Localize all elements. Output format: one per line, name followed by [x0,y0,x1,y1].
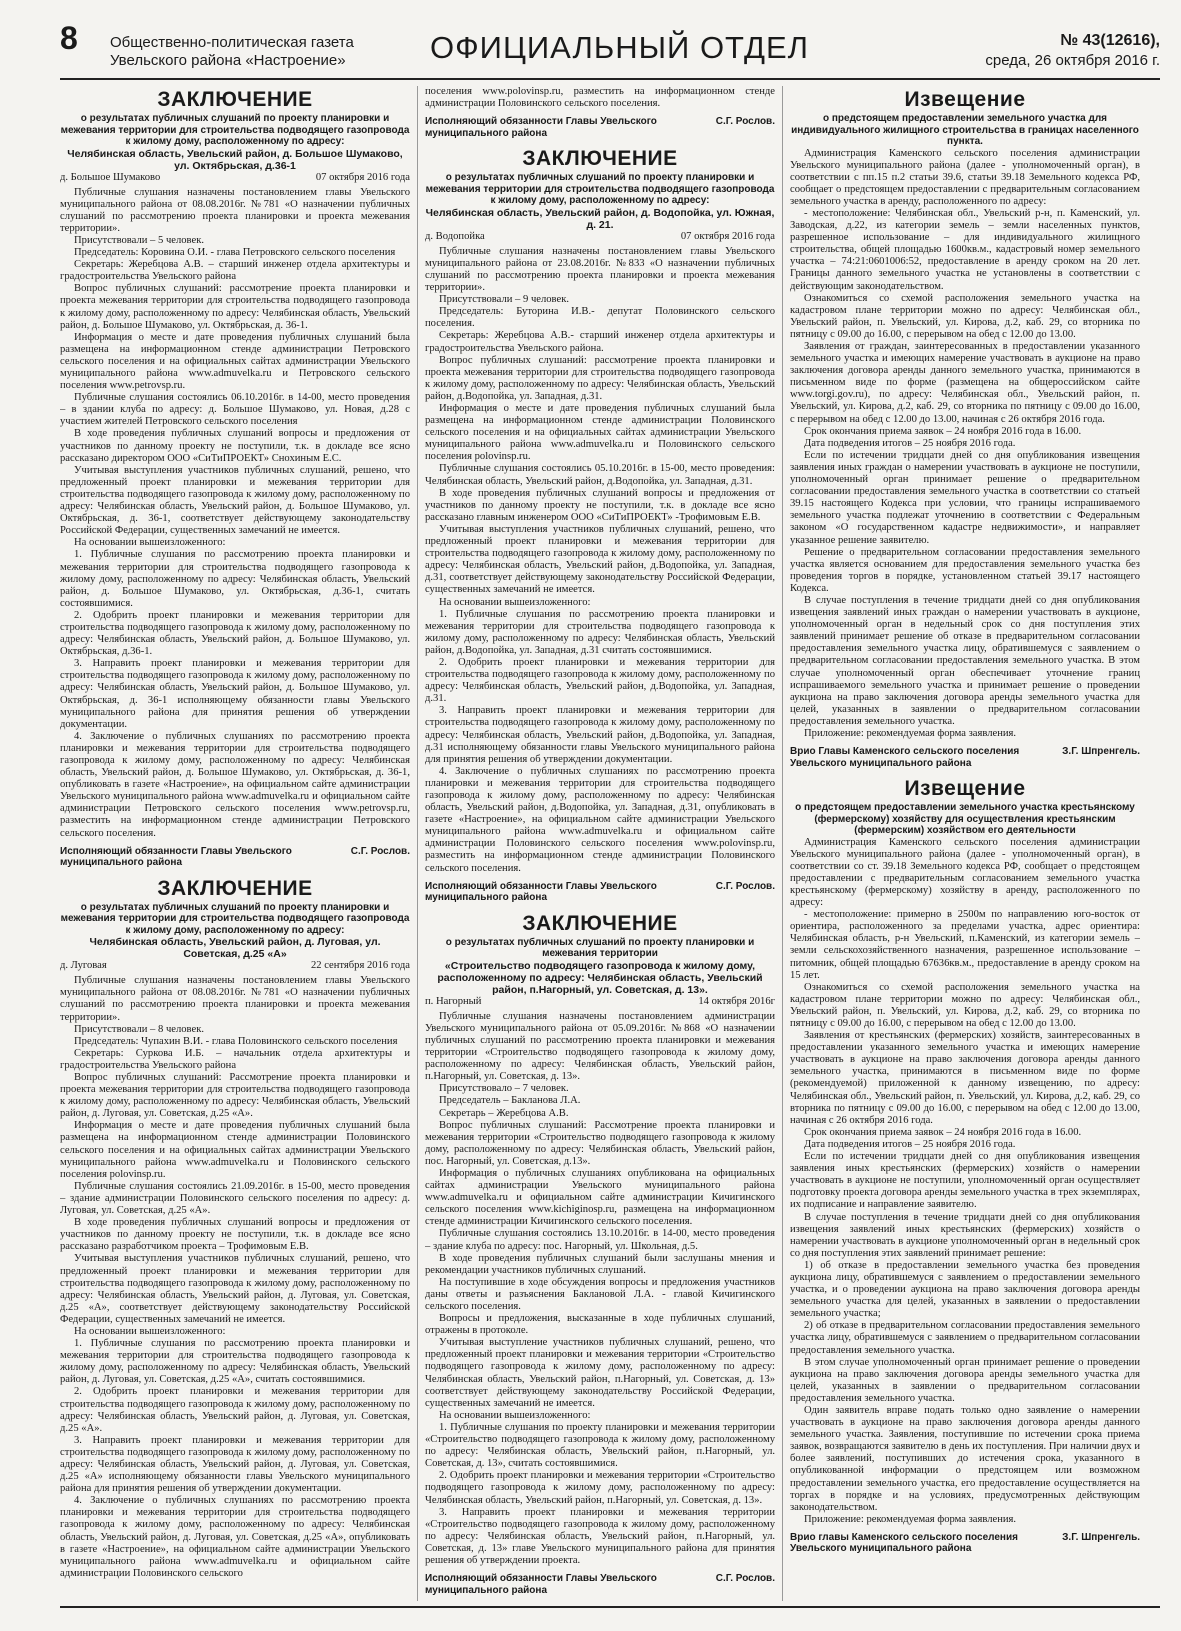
paragraph: Приложение: рекомендуемая форма заявления. [804,728,1017,739]
paragraph: Присутствовали – 8 человек. [74,1023,204,1035]
article-body [790,837,1140,1526]
article-date: 22 сентября 2016 года [310,960,410,972]
article-title: ЗАКЛЮЧЕНИЕ [522,147,678,171]
article-meta [425,231,775,243]
paragraph: Присутствовали – 5 человек. [74,234,204,246]
article-title: Извещение [904,777,1026,801]
signature-role: Врио Главы Каменского сельского поселения Увельского муниципального района [790,746,1020,769]
paragraph: На основании вышеизложенного: [74,1325,226,1337]
paragraph: Информация о месте и дате проведения публичных слушаний была размещена на информационном стенде администрации Половинского сельского поселения и на официальных сайтах администрации Увельского муниципального района www.admuvelka.ru и Половинского сельского поселения polovinsp.ru. [60,1120,410,1180]
column-divider [417,86,418,1601]
header-rule [60,78,1160,80]
article-body [425,246,775,875]
article-place: д. Луговая [60,960,107,972]
signature-role: Исполняющий обязанности Главы Увельского муниципального района [60,845,292,869]
paragraph: 4. Заключение о публичных слушаниях по рассмотрению проекта планировки и межевания территории для строительства подводящего газопровода к жилому дому, расположенному по адресу: Челябинская область, Увельский район, д.Водопойка, ул. Западная, д.31, опубликовать в газете «Настроение», на официальном сайте администрации Увельского муниципального района www.admuvelka.ru и официальном сайте администрации Половинского сельского поселения www.polovinsp.ru, разместить на информационном стенде администрации Половинского сельского поселения. [425,765,775,874]
signature-role: Исполняющий обязанности Главы Увельского муниципального района [425,880,657,904]
paragraph: Если по истечении тридцати дней со дня опубликования извещения заявления иных крестьянских (фермерских) хозяйств о намерении участвовать в аукционе не поступили, уполномоченный орган осуществляет подготовку проекта договора аренды земельного участка в трех экземплярах, их подписание и направление заявителю. [790,1151,1140,1211]
column-1 [60,86,410,1601]
article-title: ЗАКЛЮЧЕНИЕ [157,88,313,111]
article-subtitle: о предстоящем предоставлении земельного участка для индивидуального жилищного строительства в границах населенного пункта. [791,113,1139,147]
paragraph: Председатель: Буторина И.В.- депутат Половинского сельского поселения. [425,306,775,330]
paragraph: Секретарь: Суркова И.Б. – начальник отдела архитектуры и градостроительства Увельского района [60,1047,410,1071]
paragraph: поселения www.polovinsp.ru, разместить на информационном стенде администрации Половинского сельского поселения. [425,86,775,110]
article-subtitle: о результатах публичных слушаний по проекту планировки и межевания территории [445,936,755,960]
page-number: 8 [60,20,78,56]
article-date: 14 октября 2016г [698,995,775,1007]
paragraph: Публичные слушания состоялись 06.10.2016г. в 14-00, место проведения – в здании клуба по адресу: д. Большое Шумаково, ул. Новая, д.28 с участием жителей Петровского сельского поселения [60,392,410,428]
article-continuation [425,86,775,139]
signature-name: З.Г. Шпренгель. [1062,1531,1140,1543]
signature-name: С.Г. Рослов. [715,1573,775,1585]
paragraph: 2. Одобрить проект планировки и межевания территории для строительства подводящего газопровода к жилому дому, расположенному по адресу: Челябинская область, Увельский район, д.Водопойка, ул. Западная, д.31. [425,656,775,705]
article-location: Челябинская область, Увельский район, д. Водопойка, ул. Южная, д. 21. [425,206,775,231]
paragraph: Срок окончания приема заявок – 24 ноября 2016 года в 16.00. [804,1126,1082,1138]
signature-block [425,1573,775,1596]
paragraph: Вопрос публичных слушаний: рассмотрение проекта планировки и проекта межевания территории для строительства подводящего газопровода к жилому дому, расположенному по адресу: Челябинская область, Увельский район, д.Водопойка, ул. Западная, д.31. [425,354,775,402]
paragraph: 1. Публичные слушания по рассмотрению проекта планировки и межевания территории для строительства подводящего газопровода к жилому дому, расположенному по адресу: Челябинская область, Увельский район, д. Большое Шумаково, ул. Октябрьская, д.36-1, считать состоявшимися. [60,549,410,609]
article-title: ЗАКЛЮЧЕНИЕ [157,876,313,900]
paragraph: В ходе проведения публичных слушаний вопросы и предложения от участников по данному проекту не поступили, т.к. в докладе все ясно рассказано разработчиком проекта – Трофимовым Е.В. [60,1217,410,1253]
article-date: 07 октября 2016 года [315,171,410,183]
paragraph: 1. Публичные слушания по проекту планировки и межевания территории «Строительство подводящего газопровода к жилому дому, расположенному по адресу: Челябинская область, Увельский район, п.Нагорный, ул. Советская, д. 13», считать состоявшимися. [425,1421,775,1470]
paragraph: На основании вышеизложенного: [439,1409,591,1421]
signature-name: С.Г. Рослов. [715,880,775,892]
column-2 [425,86,775,1601]
page-header [60,20,1160,75]
paragraph: Публичные слушания назначены постановлением администрации Увельского муниципального района от 05.09.2016г. №868 «О назначении публичных слушаний по рассмотрению проекта планировки и межевания территории «Строительство подводящего газопровода к жилому дому, расположенному по адресу: Челябинская область, Увельский район, п.Нагорный, ул. Советская, д. 13». [425,1010,775,1083]
article-body [425,1011,775,1567]
paragraph: Учитывая выступления участников публичных слушаний, решено, что предложенный проект планировки и межевания территории для строительства подводящего газопровода к жилому дому, расположенному по адресу: Челябинская область, Увельский район, д. Большое Шумаково, ул. Октябрьская, д. 36-1, соответствует действующему законодательству Российской Федерации, существенных замечаний не имеется. [60,464,410,537]
issue-number: № 43(12616), [1060,32,1160,49]
article-notice-izhs [790,88,1140,769]
paragraph: В случае поступления в течение тридцати дней со дня опубликования извещения заявлений иных граждан о намерении участвовать в аукционе, уполномоченный орган в недельный срок со дня поступления этих заявлений принимает решение об отказе в предварительном согласовании предоставления земельного участка лицу, обратившемуся с заявлением о предварительном согласовании предоставления земельного участка. В этом случае уполномоченный орган обеспечивает уточнение границ испрашиваемого земельного участка и принимает решение о проведении аукциона на право заключения договора аренды земельного участка для целей, указанных в заявлении о предварительном согласовании предоставления земельного участка. [790,594,1140,727]
paragraph: 3. Направить проект планировки и межевания территории для строительства подводящего газопровода к жилому дому, расположенному по адресу: Челябинская область, Увельский район, д.Водопойка, ул. Западная, д.31 исполняющему обязанности главы Увельского муниципального района для принятия решения об утверждении документации. [425,705,775,765]
paragraph: 2. Одобрить проект планировки и межевания территории для строительства подводящего газопровода к жилому дому, расположенному по адресу: Челябинская область, Увельский район, д. Луговая, ул. Советская, д.25 «А». [60,1386,410,1434]
paragraph: 2. Одобрить проект планировки и межевания территории для строительства подводящего газопровода к жилому дому, расположенному по адресу: Челябинская область, Увельский район, д. Большое Шумаково, ул. Октябрьская, д.36-1. [60,609,410,658]
article-conclusion-vodopoyka [425,147,775,903]
signature-name: З.Г. Шпренгель. [1062,746,1140,758]
paragraph: 4. Заключение о публичных слушаниях по рассмотрению проекта планировки и межевания территории для строительства подводящего газопровода к жилому дому, расположенному по адресу: Челябинская область, Увельский район, д. Луговая, ул. Советская, д.25 «А», опубликовать в газете «Настроение», на официальном сайте администрации Увельского муниципального района www.admuvelka.ru и официальном сайте администрации Половинского сельского [60,1495,410,1579]
newspaper-name-line2: Увельского района «Настроение» [110,52,346,69]
paragraph: - местоположение: Челябинская обл., Увельский р-н, п. Каменский, ул. Заводская, д.22, из категории земель – земли населенных пунктов, разрешенное использование – для индивидуального жилищного строительства, общей площадью 1600кв.м., кадастровый номер земельного участка – 74:21:0601006:52, предоставление в аренду сроком на 20 лет. Границы данного земельного участка не установлены в соответствии с действующим законодательством. [790,207,1140,292]
paragraph: Вопросы и предложения, высказанные в ходе публичных слушаний, отражены в протоколе. [425,1313,775,1337]
article-meta [425,996,775,1008]
paragraph: Приложение: рекомендуемая форма заявления. [804,1513,1017,1525]
signature-block [425,116,775,139]
paragraph: Ознакомиться со схемой расположения земельного участка на кадастровом плане территории можно по адресу: Челябинская обл., Увельский район, п. Увельский, ул. Кирова, д.2, каб. 29, со вторника по пятницу с 09.00 до 16.00, с перерывом на обед с 12.00 до 13.00. [790,292,1140,340]
paragraph: Публичные слушания назначены постановлением главы Увельского муниципального района от 08.08.2016г. №781 «О назначении публичных слушаний по рассмотрению проекта планировки и проекта межевания территории». [60,975,410,1023]
paragraph: Вопрос публичных слушаний: рассмотрение проекта планировки и проекта межевания территории для строительства подводящего газопровода к жилому дому, расположенному по адресу: Челябинская область, Увельский район, д. Большое Шумаково, ул. Октябрьская, д. 36-1. [60,283,410,331]
signature-name: С.Г. Рослов. [350,845,410,857]
article-location: Челябинская область, Увельский район, д. Луговая, ул. Советская, д.25 «А» [89,936,381,961]
paragraph: Решение о предварительном согласовании предоставления земельного участка является основанием для предоставления земельного участка без проведения торгов в порядке, установленном статьей 39.17 настоящего Кодекса. [790,546,1140,594]
paragraph: В случае поступления в течение тридцати дней со дня опубликования извещения заявлений иных крестьянских (фермерских) хозяйств о намерении участвовать в аукционе уполномоченный орган в недельный срок со дня поступления этих заявлений принимает решение: [790,1211,1140,1259]
paragraph: В ходе проведения публичных слушаний были заслушаны мнения и рекомендации участников публичных слушаний. [425,1252,775,1276]
section-title: ОФИЦИАЛЬНЫЙ ОТДЕЛ [430,30,809,65]
paragraph: На основании вышеизложенного: [439,596,591,608]
paragraph: - местоположение: примерно в 2500м по направлению юго-восток от ориентира, расположенного за пределами участка, адрес ориентира: Челябинская область, р-н Увельский, п.Каменский, из категории земель – земли сельскохозяйственного назначения, разрешенное использование – питомник, общей площадью 67636кв.м., предоставление в аренду сроком на 15 лет. [790,909,1140,981]
signature-role: Исполняющий обязанности Главы Увельского муниципального района [425,1573,657,1596]
newspaper-name [110,34,354,70]
paragraph: Председатель: Коровина О.И. - глава Петровского сельского поселения [74,247,396,259]
signature-block [425,881,775,904]
signature-block [790,1532,1140,1555]
paragraph: Информация о месте и дате проведения публичных слушаний была размещена на информационном стенде администрации Половинского сельского поселения и на официальных сайтах администрации Увельского муниципального района www.admuvelka.ru и Половинского сельского поселения polovinsp.ru. [425,403,775,463]
paragraph: Администрация Каменского сельского поселения администрации Увельского муниципального района (далее - уполномоченный орган), в соответствии со ст. 39.18 Земельного кодекса РФ, сообщает о предстоящем предоставлении с предварительным согласованием земельного участка крестьянскому (фермерскому) хозяйству в аренду, расположенного по адресу: [790,836,1140,909]
paragraph: 1. Публичные слушания по рассмотрению проекта планировки и межевания территории для строительства подводящего газопровода к жилому дому, расположенному по адресу: Челябинская область, Увельский район, д.Водопойка, ул. Западная, д.31 считать состоявшимися. [425,608,775,656]
paragraph: Дата подведения итогов – 25 ноября 2016 года. [804,437,1016,449]
article-place: д. Водопойка [425,230,485,242]
paragraph: Один заявитель вправе подать только одно заявление о намерении участвовать в аукционе на право заключения договора аренды данного земельного участка. Заявления, поступившие по истечении срока приема заявок, возвращаются заявителю в день их поступления. При наличии двух и более заявлений, поступивших до истечения срока, указанного в опубликованной информации о предстоящем или возможном предоставлении земельного участка, его предоставление осуществляется на торгах в порядке и на условиях, предусмотренных действующим законодательством. [790,1405,1140,1513]
article-subtitle: о предстоящем предоставлении земельного участка крестьянскому (фермерскому) хозяйству для осуществления крестьянским (фермерским) хозяйством его деятельности [795,802,1135,837]
paragraph: Вопрос публичных слушаний: Рассмотрение проекта планировки и межевания территории «Строительство подводящего газопровода к жилому дому, расположенному по адресу: Челябинская область, Увельский район, пос. Нагорный, ул. Советская, д.13». [425,1119,775,1167]
paragraph: Заявления от граждан, заинтересованных в предоставлении указанного земельного участка и имеющих намерение участвовать в аукционе на право заключения договора аренды данного земельного участка, принимаются в письменном виде по форме (размещена на общероссийском сайте www.torgi.gov.ru), по адресу: Челябинская обл., Увельский район, п. Увельский, ул. Кирова, д.2, каб. 29, со вторника по пятницу с 09.00 до 16.00, с перерывом на обед с 12.00 до 13.00, начиная с 26 октября 2016 года. [790,341,1140,425]
article-date: 07 октября 2016 года [680,230,775,242]
signature-block [60,846,410,869]
paragraph: Срок окончания приема заявок – 24 ноября 2016 года в 16.00. [804,425,1082,437]
paragraph: Учитывая выступления участников публичных слушаний, решено, что предложенный проект планировки и межевания территории для строительства подводящего газопровода к жилому дому, расположенному по адресу: Челябинская область, Увельский район, д.Водопойка, ул. Западная, д.31, соответствует действующему законодательству Российской Федерации, существенных замечаний не имеется. [425,523,775,596]
paragraph: Публичные слушания состоялись 21.09.2016г. в 15-00, место проведения – здание администрации Половинского сельского поселения по адресу: д. Луговая, ул. Советская, д.25 «А». [60,1180,410,1217]
article-body [790,148,1140,741]
paragraph: Если по истечении тридцати дней со дня опубликования извещения заявления иных граждан о намерении участвовать в аукционе не поступили, уполномоченный орган принимает решение о предварительном согласовании предоставления земельного участка в соответствии со статьей 39.15 настоящего Кодекса при условии, что границы испрашиваемого земельного участка подлежат уточнению в соответствии с Федеральным законом «О государственном кадастре недвижимости», и направляет указанное решение заявителю. [790,449,1140,546]
article-place: д. Большое Шумаково [60,171,161,183]
paragraph: Информация о публичных слушаниях опубликована на официальных сайтах администрации Увельского муниципального района www.admuvelka.ru и официальном сайте администрации Кичигинского сельского поселения www.kichiginosp.ru, размещена на информационном стенде администрации Кичигинского сельского поселения. [425,1167,775,1228]
paragraph: 2) об отказе в предварительном согласовании предоставления земельного участка лицу, обратившемуся с заявлением о предварительном согласовании предоставления земельного участка. [790,1320,1140,1356]
article-title: ЗАКЛЮЧЕНИЕ [522,911,678,935]
article-conclusion-nagorny [425,912,775,1596]
paragraph: Секретарь – Жеребцова А.В. [439,1107,569,1119]
signature-role: Врио главы Каменского сельского поселения Увельского муниципального района [790,1531,1018,1555]
article-subtitle: о результатах публичных слушаний по проекту планировки и межевания территории для строительства подводящего газопровода к жилому дому, расположенному по адресу: [60,901,410,936]
paragraph: Публичные слушания назначены постановлением главы Увельского муниципального района от 23.08.2016г. №833 «О назначении публичных слушаний по рассмотрению проекта планировки и проекта межевания территории». [425,245,775,294]
column-3 [790,86,1140,1601]
paragraph: Заявления от крестьянских (фермерских) хозяйств, заинтересованных в предоставлении указанного земельного участка и имеющих намерение участвовать в аукционе на право заключения договора аренды данного земельного участка, принимаются в письменном виде по форме (рекомендуемой) приложенной к данному извещению, по адресу: Челябинская обл., Увельский район, п. Увельский, ул. Кирова, д.2, каб. 29, со вторника по пятницу с 09.00 до 16.00, с перерывом на обед с 12.00 до 13.00, начиная с 26 октября 2016 года. [790,1030,1140,1126]
article-notice-farm [790,777,1140,1555]
article-title: Извещение [904,88,1026,111]
paragraph: Публичные слушания состоялись 05.10.2016г. в 15-00, место проведения: Челябинская область, Увельский район, д.Водопойка, ул. Западная, д.31. [425,463,775,487]
paragraph: Секретарь: Жеребцова А.В.- старший инженер отдела архитектуры и градостроительства Увельского района. [425,330,775,354]
paragraph: На поступившие в ходе обсуждения вопросы и предложения участников даны ответы и разъяснения Баклановой Л.А. - главой Кичигинского сельского поселения. [425,1276,775,1312]
paragraph: В этом случае уполномоченный орган принимает решение о проведении аукциона на право заключения договора аренды земельного участка для целей, указанных в заявлении о предварительном согласовании предоставления земельного участка. [790,1356,1140,1404]
paragraph: 3. Направить проект планировки и межевания территории «Строительство подводящего газопровода к жилому дому, расположенному по адресу: Челябинская область, Увельский район, п.Нагорный, ул. Советская, д. 13» главе Увельского муниципального района для принятия решения об утверждении проекта. [425,1506,775,1566]
paragraph: 3. Направить проект планировки и межевания территории для строительства подводящего газопровода к жилому дому, расположенному по адресу: Челябинская область, Увельский район, д. Большое Шумаково, ул. Октябрьская, д. 36-1 исполняющему обязанности главы Увельского муниципального района для принятия решения об утверждении документации. [60,658,410,730]
paragraph: 1. Публичные слушания по рассмотрению проекта планировки и межевания территории для строительства подводящего газопровода к жилому дому, расположенному по адресу: Челябинская область, Увельский район, д. Луговая, ул. Советская, д.25 «А», считать состоявшимися. [60,1338,410,1386]
paragraph: Присутствовало – 7 человек. [439,1083,569,1095]
paragraph: В ходе проведения публичных слушаний вопросы и предложения от участников по данному проекту не поступили, т.к. в докладе все ясно рассказано главным инженером ООО «СиТиПРОЕКТ» -Трофимовым Е.В. [425,487,775,523]
paragraph: Учитывая выступления участников публичных слушаний, решено, что предложенный проект планировки и межевания территории для строительства подводящего газопровода к жилому дому, расположенному по адресу: Челябинская область, Увельский район, д. Луговая, ул. Советская, д.25 «А», соответствует действующему законодательству Российской Федерации, существенных замечаний не имеется. [60,1253,410,1325]
paragraph: Учитывая выступление участников публичных слушаний, решено, что предложенный проект планировки и межевания территории «Строительство подводящего газопровода к жилому дому, расположенному по адресу: Челябинская область, Увельский район, п.Нагорный, ул. Советская, д. 13» соответствует действующему законодательству Российской Федерации, существенных замечаний не имеется. [425,1337,775,1409]
article-location: Челябинская область, Увельский район, д. Большое Шумаково, ул. Октябрьская, д.36-1 [67,147,403,172]
paragraph: На основании вышеизложенного: [74,537,226,549]
article-place: п. Нагорный [425,995,482,1007]
signature-role: Исполняющий обязанности Главы Увельского муниципального района [425,116,657,139]
signature-block [790,746,1140,769]
paragraph: Председатель – Бакланова Л.А. [439,1095,581,1107]
paragraph: В ходе проведения публичных слушаний вопросы и предложения от участников по данному проекту не поступили, т.к. в докладе все ясно рассказано директором ООО «СиТиПРОЕКТ» Снохиным Е.С. [60,428,410,464]
paragraph: Вопрос публичных слушаний: Рассмотрение проекта планировки и проекта межевания территории для строительства подводящего газопровода к жилому дому, расположенному по адресу: Челябинская область, Увельский район, д. Луговая, ул. Советская, д.25 «А». [60,1072,410,1120]
paragraph: Дата подведения итогов – 25 ноября 2016 года. [804,1138,1016,1150]
paragraph: Администрация Каменского сельского поселения администрации Увельского муниципального района (далее - уполномоченный орган), в соответствии с пп.15 п.2 статьи 39.6, статьи 39.18 Земельного кодекса РФ, сообщает о предстоящем предоставлении с предварительным согласованием земельного участка в аренду, расположенного по адресу: [790,147,1140,207]
paragraph: 1) об отказе в предоставлении земельного участка без проведения аукциона лицу, обратившемуся с заявлением о предоставлении земельного участка, и о проведении аукциона на право заключения договора аренды земельного участка для целей, указанных в заявлении о предоставлении земельного участка; [790,1259,1140,1320]
paragraph: Секретарь: Жеребцова А.В. – старший инженер отдела архитектуры и градостроительства Увельского района [60,259,410,283]
article-subtitle: о результатах публичных слушаний по проекту планировки и межевания территории для строительства подводящего газопровода к жилому дому, расположенному по адресу: [60,113,410,147]
article-location: «Строительство подводящего газопровода к жилому дому, расположенному по адресу: Челябинская область, Увельский район, п.Нагорный, ул. Советская, д. 13». [437,959,763,996]
paragraph: 3. Направить проект планировки и межевания территории для строительства подводящего газопровода к жилому дому, расположенному по адресу: Челябинская область, Увельский район, д. Луговая, ул. Советская, д.25 «А» исполняющему обязанности главы Увельского муниципального района для принятия решения об утверждении документации. [60,1434,410,1495]
paragraph: Председатель: Чупахин В.И. - глава Половинского сельского поселения [74,1035,398,1047]
issue-date: среда, 26 октября 2016 г. [985,52,1160,69]
article-meta [60,172,410,184]
footer-rule [60,1606,1160,1608]
paragraph: Ознакомиться со схемой расположения земельного участка на кадастровом плане территории можно по адресу: Челябинская обл., Увельский район, п. Увельский, ул. Кирова, д.2, каб. 29, со вторника по пятницу с 09.00 до 16.00, с перерывом на обед с 12.00 до 13.00. [790,981,1140,1029]
signature-name: С.Г. Рослов. [715,116,775,128]
article-meta [60,960,410,972]
article-conclusion-lugovaya [60,877,410,1580]
paragraph: 2. Одобрить проект планировки и межевания территории «Строительство подводящего газопровода к жилому дому, расположенному по адресу: Челябинская область, Увельский район, п.Нагорный, ул. Советская, д. 13». [425,1470,775,1506]
paragraph: 4. Заключение о публичных слушаниях по рассмотрению проекта планировки и межевания территории для строительства подводящего газопровода к жилому дому, расположенному по адресу: Челябинская область, Увельский район, д. Большое Шумаково, ул. Октябрьская, д. 36-1, опубликовать в газете «Настроение», на официальном сайте администрации Увельского муниципального района www.admuvelka.ru и официальном сайте администрации Петровского сельского поселения www.petrovsp.ru, разместить на информационном стенде администрации Петровского сельского поселения. [60,730,410,839]
paragraph: Публичные слушания назначены постановлением главы Увельского муниципального района от 08.08.2016г. №781 «О назначении публичных слушаний по рассмотрению проекта планировки и проекта межевания территории». [60,186,410,234]
paragraph: Информация о месте и дате проведения публичных слушаний была размещена на информационном стенде администрации Петровского сельского поселения и на официальных сайтах администрации Увельского муниципального района www.admuvelka.ru и Петровского сельского поселения www.petrovsp.ru. [60,331,410,392]
article-body [60,187,410,840]
newspaper-name-line1: Общественно-политическая газета [110,34,354,51]
column-divider [782,86,783,1601]
paragraph: Присутствовали – 9 человек. [439,294,569,306]
article-conclusion-bolshoe-shumakovo [60,88,410,869]
paragraph: Публичные слушания состоялись 13.10.2016г. в 14-00, место проведения – здание клуба по адресу: пос. Нагорный, ул. Школьная, д.5. [425,1228,775,1252]
article-subtitle: о результатах публичных слушаний по проекту планировки и межевания территории для строительства подводящего газопровода к жилому дому, расположенному по адресу: [425,172,775,207]
article-body [60,975,410,1580]
